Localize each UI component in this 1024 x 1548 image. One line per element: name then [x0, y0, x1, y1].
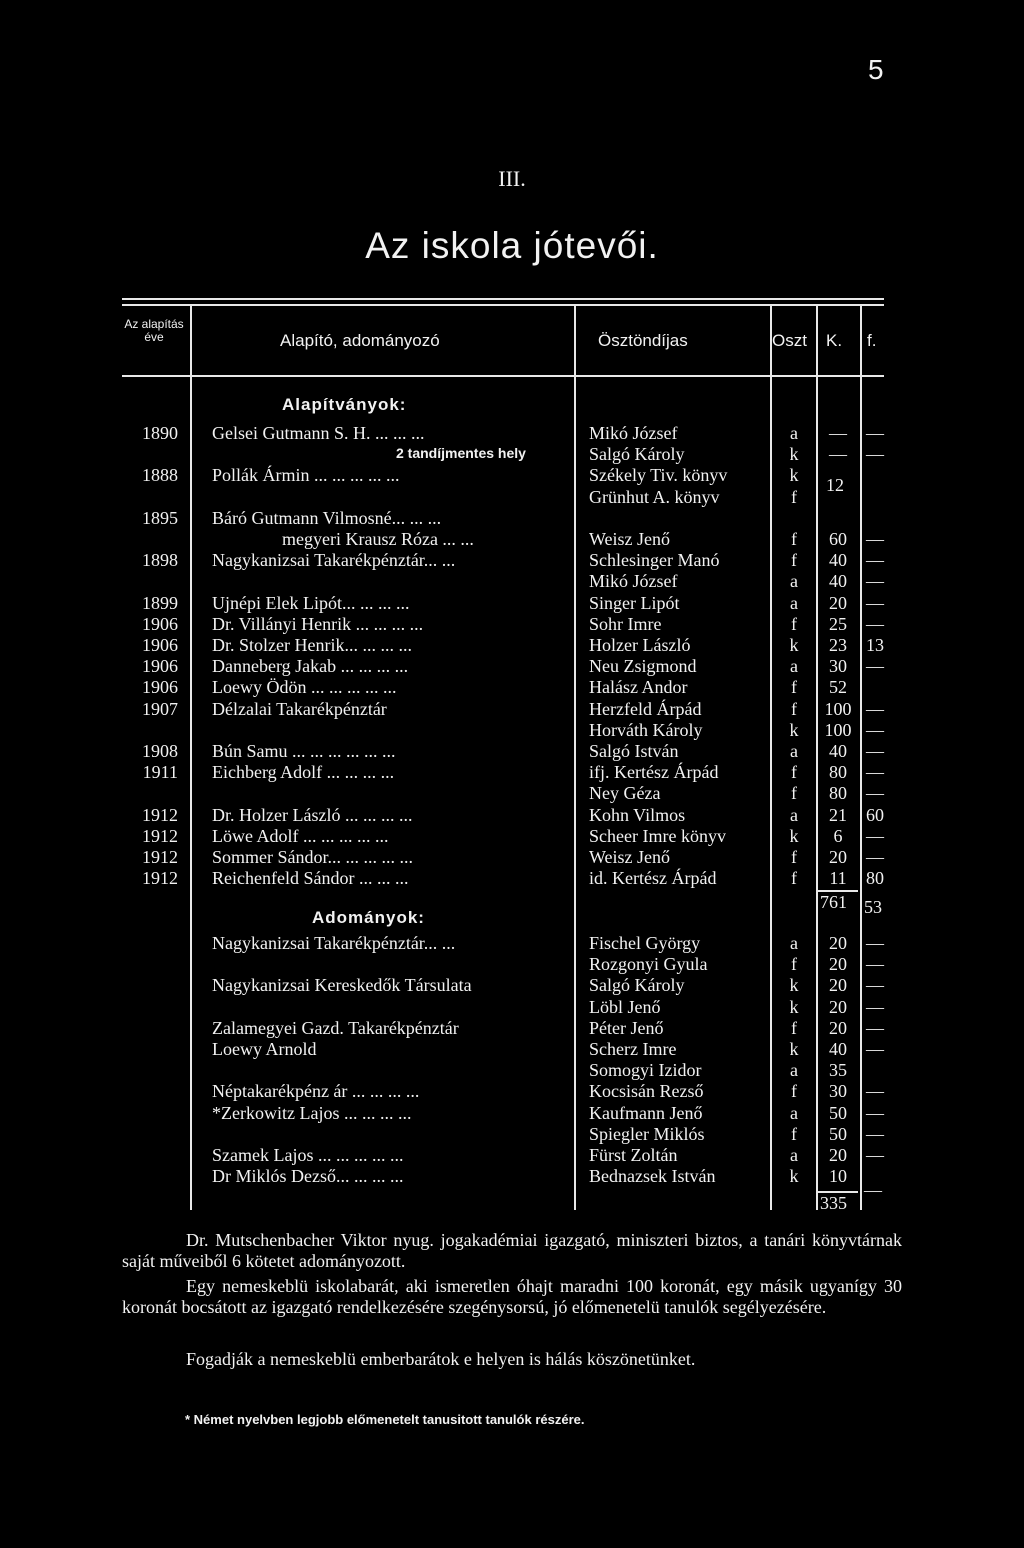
name-cell: Dr. Holzer László ... ... ... ...: [212, 804, 413, 825]
name-cell: Pollák Ármin ... ... ... ... ...: [212, 465, 400, 486]
class-cell: k: [789, 1166, 799, 1187]
table-row: [0, 868, 1024, 889]
k-cell: 80: [829, 762, 847, 783]
class-cell: f: [791, 783, 797, 804]
table-row: [0, 677, 1024, 698]
class-cell: a: [790, 804, 798, 825]
name-cell: Délzalai Takarékpénztár: [212, 698, 387, 719]
stipend-cell: Péter Jenő: [589, 1017, 664, 1038]
class-cell: f: [791, 847, 797, 867]
f-cell: —: [866, 847, 884, 867]
k-cell: 100: [824, 719, 852, 740]
table-row: [0, 593, 1024, 614]
year-cell: 1912: [142, 804, 178, 825]
table-row: [0, 997, 1024, 1018]
table-row: [0, 635, 1024, 656]
class-cell: k: [789, 1039, 799, 1059]
k-cell: 50: [829, 1102, 847, 1123]
table-row: [0, 826, 1024, 847]
k-cell: 20: [829, 954, 847, 975]
table-row: [0, 1081, 1024, 1102]
year-cell: 1907: [142, 698, 178, 719]
class-cell: a: [790, 1102, 798, 1123]
table-row: [0, 1124, 1024, 1145]
year-cell: 1906: [142, 635, 178, 655]
stipend-cell: Schlesinger Manó: [589, 550, 720, 571]
stipend-cell: Rozgonyi Gyula: [589, 954, 708, 975]
table-row: [0, 571, 1024, 592]
year-cell: 1906: [142, 613, 178, 634]
year-cell: 1911: [142, 762, 178, 783]
table-row: [0, 783, 1024, 804]
table-row: [0, 1103, 1024, 1124]
table-row: [0, 720, 1024, 741]
foundations-heading: Alapítványok:: [282, 395, 407, 414]
k-cell: 30: [829, 656, 847, 677]
stipend-cell: Kaufmann Jenő: [589, 1102, 703, 1123]
stipend-cell: Weisz Jenő: [589, 529, 671, 549]
name-cell: Dr Miklós Dezső... ... ... ...: [212, 1166, 404, 1187]
stipend-cell: Scheer Imre könyv: [589, 825, 726, 846]
class-cell: f: [791, 529, 797, 549]
f-cell: —: [866, 719, 884, 740]
class-cell: f: [791, 1017, 797, 1038]
k-cell: 100: [824, 698, 852, 719]
stipend-cell: Singer Lipót: [589, 592, 680, 613]
stipend-cell: Herzfeld Árpád: [589, 698, 702, 719]
name-cell: Danneberg Jakab ... ... ... ...: [212, 656, 409, 677]
f-cell: —: [866, 656, 884, 677]
table-row: [0, 465, 1024, 486]
name-cell: Dr. Villányi Henrik ... ... ... ...: [212, 613, 424, 634]
k-cell: 20: [829, 1145, 847, 1165]
donations-heading: Adományok:: [312, 908, 425, 927]
stipend-cell: Neu Zsigmond: [589, 656, 697, 677]
f-cell: —: [866, 592, 884, 613]
name-cell: Loewy Ödön ... ... ... ... ...: [212, 677, 397, 698]
table-row: [0, 762, 1024, 783]
k-cell: 10: [829, 1166, 847, 1187]
table-row: [0, 1060, 1024, 1081]
stipend-cell: Székely Tiv. könyv: [589, 465, 728, 486]
class-cell: a: [790, 571, 798, 592]
year-cell: 1898: [142, 550, 178, 571]
k-cell: 30: [829, 1081, 847, 1102]
class-cell: k: [789, 975, 799, 996]
page-title: Az iskola jótevői.: [365, 225, 659, 266]
class-cell: f: [791, 613, 797, 634]
f-cell: —: [866, 825, 884, 846]
k-cell: 20: [829, 975, 847, 996]
donations-total-k: 335: [820, 1193, 847, 1213]
f-cell: —: [866, 1039, 884, 1059]
f-cell: —: [866, 933, 884, 953]
k-cell: 40: [829, 741, 847, 761]
class-cell: f: [791, 954, 797, 975]
k-cell: 21: [829, 804, 847, 825]
year-cell: 1890: [142, 423, 178, 443]
stipend-cell: Somogyi Izidor: [589, 1060, 702, 1081]
year-cell: 1906: [142, 656, 178, 677]
year-cell: 1906: [142, 677, 178, 698]
stipend-cell: id. Kertész Árpád: [589, 868, 717, 889]
table-row: [0, 508, 1024, 529]
name-cell: Báró Gutmann Vilmosné... ... ...: [212, 507, 442, 528]
name-cell: Gelsei Gutmann S. H. ... ... ...: [212, 423, 425, 443]
f-cell: —: [866, 1145, 884, 1165]
pollak-amount: 12: [826, 475, 844, 495]
name-cell: Nagykanizsai Takarékpénztár... ...: [212, 550, 456, 571]
name-cell: Ujnépi Elek Lipót... ... ... ...: [212, 592, 410, 613]
k-cell: 80: [829, 783, 847, 804]
table-row: [0, 954, 1024, 975]
class-cell: k: [789, 719, 799, 740]
class-cell: a: [790, 656, 798, 677]
k-cell: 40: [829, 550, 847, 571]
class-cell: k: [789, 444, 799, 465]
stipend-cell: Spiegler Miklós: [589, 1123, 705, 1144]
class-cell: f: [791, 1081, 797, 1102]
stipend-cell: Weisz Jenő: [589, 847, 671, 867]
stipend-cell: Fürst Zoltán: [589, 1145, 678, 1165]
class-cell: a: [790, 1145, 798, 1165]
name-cell: Zalamegyei Gazd. Takarékpénztár: [212, 1017, 459, 1038]
year-cell: 1908: [142, 741, 178, 761]
header-stipend: Ösztöndíjas: [598, 331, 688, 350]
f-cell: —: [866, 698, 884, 719]
header-k: K.: [826, 331, 843, 350]
k-cell: 20: [829, 933, 847, 953]
stipend-cell: Horváth Károly: [589, 719, 703, 740]
k-cell: 35: [829, 1060, 847, 1081]
class-cell: k: [789, 465, 799, 486]
name-cell: Szamek Lajos ... ... ... ... ...: [212, 1145, 404, 1165]
f-cell: 80: [866, 868, 884, 889]
table-row: [0, 933, 1024, 954]
f-cell: 60: [866, 804, 884, 825]
header-founder: Alapító, adományozó: [280, 331, 440, 350]
paragraph-thanks: Fogadják a nemeskeblü emberbarátok e helyen is hálás köszönetünket.: [186, 1349, 696, 1369]
stipend-cell: Salgó Károly: [589, 444, 685, 465]
k-cell: 20: [829, 1017, 847, 1038]
year-cell: 1912: [142, 868, 178, 889]
table-row: [0, 805, 1024, 826]
k-cell: 40: [829, 1039, 847, 1059]
name-cell: *Zerkowitz Lajos ... ... ... ...: [212, 1102, 412, 1123]
table-row: [0, 847, 1024, 868]
stipend-cell: Kocsisán Rezső: [589, 1081, 704, 1102]
year-cell: 1899: [142, 592, 178, 613]
f-cell: —: [866, 975, 884, 996]
year-cell: 1912: [142, 825, 178, 846]
f-cell: —: [866, 741, 884, 761]
paragraph-mutschenbacher: Dr. Mutschenbacher Viktor nyug. jogakadémiai igazgató, miniszteri biztos, a tanári könyvtárnak saját műveiből 6 kötetet adományozott.: [122, 1230, 902, 1271]
stipend-cell: Fischel György: [589, 933, 701, 953]
table-row: [0, 975, 1024, 996]
class-cell: f: [791, 762, 797, 783]
class-cell: f: [791, 1123, 797, 1144]
name-cell: Dr. Stolzer Henrik... ... ... ...: [212, 635, 412, 655]
class-cell: k: [789, 996, 799, 1017]
k-cell: 50: [829, 1123, 847, 1144]
year-cell: 1888: [142, 465, 178, 486]
stipend-cell: Mikó József: [589, 423, 678, 443]
k-cell: 52: [829, 677, 847, 698]
table-row: [0, 529, 1024, 550]
stipend-cell: Bednazsek István: [589, 1166, 716, 1187]
stipend-cell: ifj. Kertész Árpád: [589, 762, 719, 783]
class-cell: a: [790, 592, 798, 613]
gutmann-note: 2 tandíjmentes hely: [396, 445, 526, 461]
stipend-cell: Ney Géza: [589, 783, 661, 804]
header-top-rule: [122, 298, 884, 300]
table-row: [0, 614, 1024, 635]
paragraph-anonymous-donor: Egy nemeskeblü iskolabarát, aki ismeretlen óhajt maradni 100 koronát, egy másik ugyanígy 30 koronát bocsátott az igazgató rendelkezésére szegénysorsú, jó előmenetelü tanulók segélyezésére.: [122, 1276, 902, 1317]
name-cell: Néptakarékpénz ár ... ... ... ...: [212, 1081, 420, 1102]
name-cell: Bún Samu ... ... ... ... ... ...: [212, 741, 396, 761]
header-year: Az alapítás éve: [124, 317, 184, 344]
section-numeral: III.: [498, 166, 526, 191]
f-cell: —: [866, 1081, 884, 1102]
f-cell: —: [866, 1017, 884, 1038]
class-cell: k: [789, 635, 799, 655]
name-cell: Loewy Arnold: [212, 1039, 317, 1059]
k-cell: —: [829, 423, 847, 443]
f-cell: —: [866, 996, 884, 1017]
k-cell: 20: [829, 996, 847, 1017]
f-cell: —: [866, 1123, 884, 1144]
table-row: [0, 487, 1024, 508]
stipend-cell: Scherz Imre: [589, 1039, 677, 1059]
name-cell: Nagykanizsai Kereskedők Társulata: [212, 975, 472, 996]
donations-total-f: —: [864, 1180, 882, 1200]
header-f: f.: [867, 331, 877, 350]
stipend-cell: Löbl Jenő: [589, 996, 661, 1017]
stipend-cell: Kohn Vilmos: [589, 804, 686, 825]
name-cell: megyeri Krausz Róza ... ...: [282, 529, 474, 549]
stipend-cell: Salgó István: [589, 741, 679, 761]
f-cell: —: [866, 529, 884, 549]
stipend-cell: Holzer László: [589, 635, 691, 655]
stipend-cell: Salgó Károly: [589, 975, 685, 996]
class-cell: k: [789, 825, 799, 846]
k-cell: 40: [829, 571, 847, 592]
k-cell: 20: [829, 592, 847, 613]
k-cell: 60: [829, 529, 847, 549]
f-cell: —: [866, 954, 884, 975]
k-cell: —: [829, 444, 847, 465]
f-cell: —: [866, 423, 884, 443]
table-row: [0, 741, 1024, 762]
class-cell: f: [791, 550, 797, 571]
year-cell: 1895: [142, 507, 178, 528]
f-cell: —: [866, 444, 884, 465]
f-cell: —: [866, 571, 884, 592]
f-cell: —: [866, 762, 884, 783]
k-cell: 20: [829, 847, 847, 867]
class-cell: f: [791, 486, 797, 507]
page-number: 5: [868, 54, 884, 85]
year-cell: 1912: [142, 847, 178, 867]
class-cell: a: [790, 1060, 798, 1081]
stipend-cell: Halász Andor: [589, 677, 688, 698]
class-cell: a: [790, 423, 798, 443]
k-cell: 25: [829, 613, 847, 634]
f-cell: —: [866, 783, 884, 804]
table-row: [0, 656, 1024, 677]
name-cell: Reichenfeld Sándor ... ... ...: [212, 868, 409, 889]
class-cell: f: [791, 677, 797, 698]
table-row: [0, 1145, 1024, 1166]
k-cell: 6: [833, 825, 843, 846]
class-cell: f: [791, 868, 797, 889]
footnote: * Német nyelvben legjobb előmenetelt tanusitott tanulók részére.: [185, 1412, 585, 1427]
foundations-total-f: 53: [864, 897, 882, 917]
name-cell: Sommer Sándor... ... ... ... ...: [212, 847, 413, 867]
f-cell: 13: [866, 635, 884, 655]
table-row: [0, 550, 1024, 571]
stipend-cell: Grünhut A. könyv: [589, 486, 720, 507]
k-cell: 23: [829, 635, 847, 655]
table-row: [0, 423, 1024, 444]
table-row: [0, 1018, 1024, 1039]
name-cell: Nagykanizsai Takarékpénztár... ...: [212, 933, 456, 953]
table-row: [0, 1039, 1024, 1060]
class-cell: a: [790, 933, 798, 953]
header-class: Oszt: [772, 331, 807, 350]
table-row: [0, 699, 1024, 720]
class-cell: f: [791, 698, 797, 719]
stipend-cell: Mikó József: [589, 571, 678, 592]
name-cell: Löwe Adolf ... ... ... ... ...: [212, 825, 389, 846]
k-cell: 11: [829, 868, 847, 889]
f-cell: —: [866, 613, 884, 634]
name-cell: Eichberg Adolf ... ... ... ...: [212, 762, 395, 783]
f-cell: —: [866, 1102, 884, 1123]
f-cell: —: [866, 550, 884, 571]
foundations-total-k: 761: [820, 892, 847, 912]
class-cell: a: [790, 741, 798, 761]
stipend-cell: Sohr Imre: [589, 613, 662, 634]
